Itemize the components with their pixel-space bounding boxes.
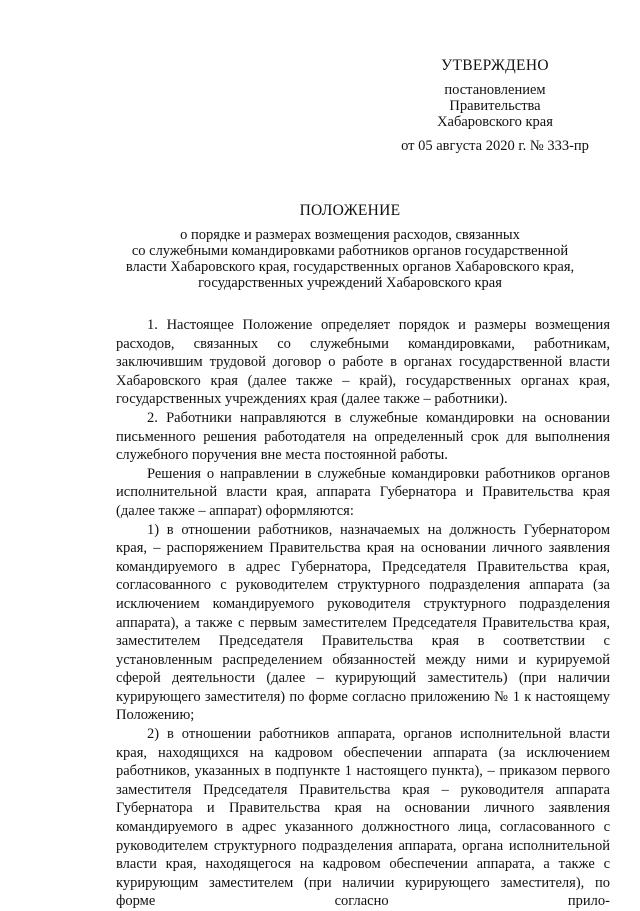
paragraph-3: Решения о направлении в служебные командировки работников органов исполнительной власти края, аппарата Губернатора и Правительства края (далее также – аппарат) оформляются: [116, 465, 610, 519]
approval-line-3: Хабаровского края [437, 114, 553, 130]
paragraph-5: 2) в отношении работников аппарата, органов исполнительной власти края, находящихся на кадровом обеспечении аппарата (за исключением работников, указанных в подпункте 1 настоящего пункта), – приказом первого заместителя Председателя Правительства края – руководителя аппарата Губернатора и Правительства края на основании личного заявления командируемого в адрес указанного должностного лица, согласованного с руководителем структурного подразделения аппарата, органа исполнительной власти края, находящегося на кадровом обеспечении аппарата, а также с курирующим заместителем (при наличии курирующего заместителя), по форме согласно прило- [116, 726, 610, 910]
approved-heading: УТВЕРЖДЕНО [441, 57, 549, 74]
document-title: ПОЛОЖЕНИЕ [299, 202, 401, 219]
approval-line-2: Правительства [449, 98, 541, 114]
approval-stamp [380, 58, 610, 154]
document-body [116, 316, 610, 911]
paragraph-1: 1. Настоящее Положение определяет порядок и размеры возмещения расходов, связанных со служебными командировками, работникам, заключившим трудовой договор о работе в органах государственной власти Хабаровского края (далее также – край), государственных органах края, государственных учреждениях края (далее также – работники). [116, 317, 610, 408]
document-title-block [90, 203, 610, 291]
subtitle-line: власти Хабаровского края, государственных органов Хабаровского края, [125, 259, 575, 275]
paragraph-4: 1) в отношении работников, назначаемых на должность Губернатором края, – распоряжением Правительства края на основании личного заявления командируемого в адрес Губернатора, Председателя Правительства края, согласованного с руководителем структурного подразделения аппарата (за исключением командируемого руководителя структурного подразделения аппарата), а также с первым заместителем Председателя Правительства края, заместителем Председателя Правительства края в соответствии с установленным распределением обязанностей между ними и курируемой сферой деятельности (далее – курирующий заместитель) (при наличии курирующего заместителя) по форме согласно приложению № 1 к настоящему Положению; [116, 521, 610, 724]
subtitle-line: о порядке и размерах возмещения расходов, связанных [180, 227, 520, 243]
subtitle-line: со служебными командировками работников органов государственной [131, 243, 569, 259]
paragraph-2: 2. Работники направляются в служебные командировки на основании письменного решения работодателя на определенный срок для выполнения служебного поручения вне места постоянной работы. [116, 409, 610, 464]
subtitle-line: государственных учреждений Хабаровского края [198, 275, 502, 291]
decree-date-number: от 05 августа 2020 г. № 333-пр [401, 138, 589, 154]
approval-line-1: постановлением [444, 82, 546, 98]
